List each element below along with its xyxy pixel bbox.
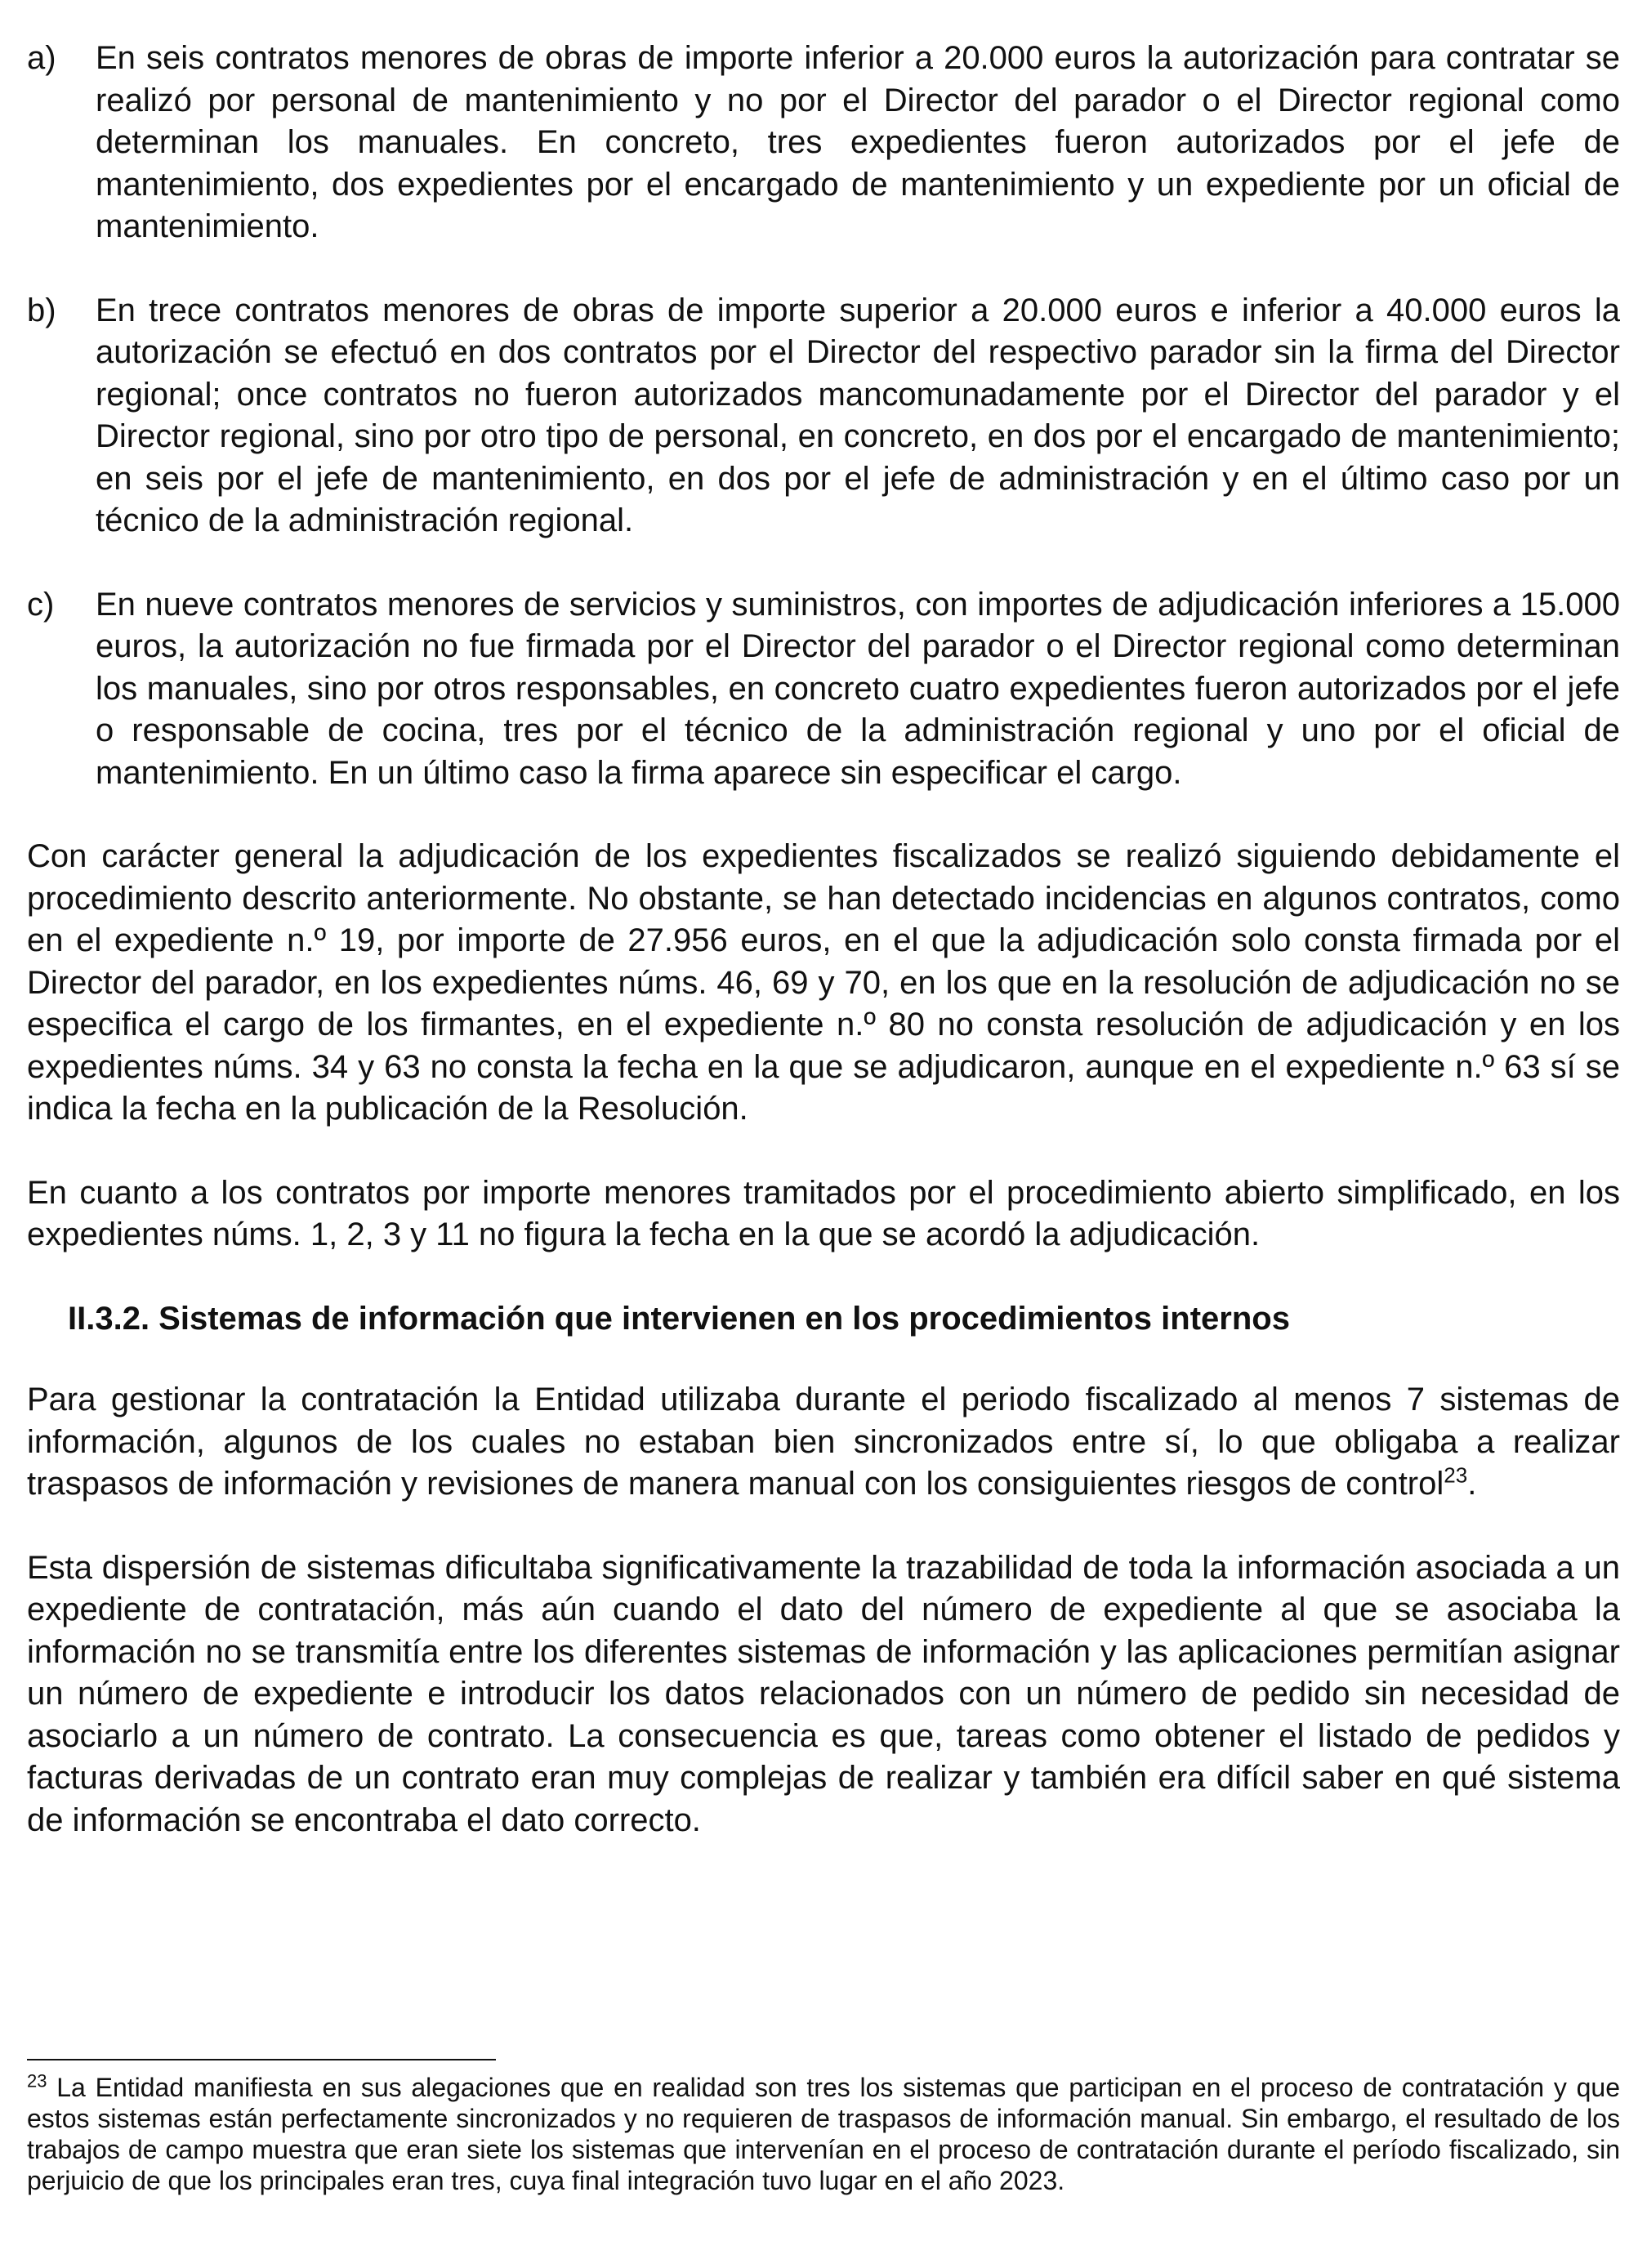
paragraph-dispersion: Esta dispersión de sistemas dificultaba significativamente la trazabilidad de toda la información asociada a un expediente de contratación, más aún cuando el dato del número de expediente al que se asociaba la información no se transmitía entre los diferentes sistemas de información y las aplicaciones permitían asignar un número de expediente e introducir los datos relacionados con un número de pedido sin necesidad de asociarlo a un número de contrato. La consecuencia es que, tareas como obtener el listado de pedidos y facturas derivadas de un contrato eran muy complejas de realizar y también era difícil saber en qué sistema de información se encontraba el dato correcto. [27, 1549, 1620, 1838]
list-item-a [27, 38, 1620, 248]
section-heading: II.3.2. Sistemas de información que intervienen en los procedimientos internos [68, 1300, 1290, 1337]
list-item-text: En nueve contratos menores de servicios y suministros, con importes de adjudicación inferiores a 15.000 euros, la autorización no fue firmada por el Director del parador o el Director regional como determinan los manuales, sino por otros responsables, en concreto cuatro expedientes fueron autorizados por el jefe o responsable de cocina, tres por el técnico de la administración regional y uno por el oficial de mantenimiento. En un último caso la firma aparece sin especificar el cargo. [96, 586, 1620, 791]
list-item-c [27, 584, 1620, 795]
paragraph-adjudicacion: Con carácter general la adjudicación de los expedientes fiscalizados se realizó siguiendo debidamente el procedimiento descrito anteriormente. No obstante, se han detectado incidencias en algunos contratos, como en el expediente n.º 19, por importe de 27.956 euros, en el que la adjudicación solo consta firmada por el Director del parador, en los expedientes núms. 46, 69 y 70, en los que en la resolución de adjudicación no se especifica el cargo de los firmantes, en el expediente n.º 80 no consta resolución de adjudicación y en los expedientes núms. 34 y 63 no consta la fecha en la que se adjudicaron, aunque en el expediente n.º 63 sí se indica la fecha en la publicación de la Resolución. [27, 838, 1620, 1127]
footnote-text: La Entidad manifiesta en sus alegaciones que en realidad son tres los sistemas que participan en el proceso de contratación y que estos sistemas están perfectamente sincronizados y no requieren de traspasos de información manual. Sin embargo, el resultado de los trabajos de campo muestra que eran siete los sistemas que intervenían en el proceso de contratación durante el período fiscalizado, sin perjuicio de que los principales eran tres, cuya final integración tuvo lugar en el año 2023. [27, 2073, 1621, 2195]
footnote-number: 23 [27, 2070, 47, 2092]
footnote-separator [27, 2059, 496, 2060]
paragraph-sistemas [27, 1379, 1620, 1506]
list-marker: b) [27, 292, 56, 328]
paragraph-simplificado: En cuanto a los contratos por importe menores tramitados por el procedimiento abierto simplificado, en los expedientes núms. 1, 2, 3 y 11 no figura la fecha en la que se acordó la adjudicación. [27, 1174, 1620, 1252]
list-item-b [27, 290, 1620, 542]
list-item-text: En trece contratos menores de obras de importe superior a 20.000 euros e inferior a 40.000 euros la autorización se efectuó en dos contratos por el Director del respectivo parador sin la firma del Director regional; once contratos no fueron autorizados mancomunadamente por el Director del parador y el Director regional, sino por otro tipo de personal, en concreto, en dos por el encargado de mantenimiento; en seis por el jefe de mantenimiento, en dos por el jefe de administración y en el último caso por un técnico de la administración regional. [96, 292, 1620, 538]
paragraph-sistemas-text: Para gestionar la contratación la Entidad utilizaba durante el periodo fiscalizado al menos 7 sistemas de información, algunos de los cuales no estaban bien sincronizados entre sí, lo que obligaba a realizar traspasos de información y revisiones de manera manual con los consiguientes riesgos de control [27, 1382, 1620, 1502]
list-marker: a) [27, 40, 56, 76]
list-item-text: En seis contratos menores de obras de importe inferior a 20.000 euros la autorización para contratar se realizó por personal de mantenimiento y no por el Director del parador o el Director regional como determinan los manuales. En concreto, tres expedientes fueron autorizados por el jefe de mantenimiento, dos expedientes por el encargado de mantenimiento y un expediente por un oficial de mantenimiento. [96, 40, 1620, 244]
footnote-reference[interactable]: 23 [1444, 1462, 1468, 1488]
paragraph-sistemas-end: . [1467, 1466, 1477, 1502]
document-page [27, 38, 1620, 1883]
list-marker: c) [27, 586, 55, 623]
footnote [27, 2072, 1620, 2196]
